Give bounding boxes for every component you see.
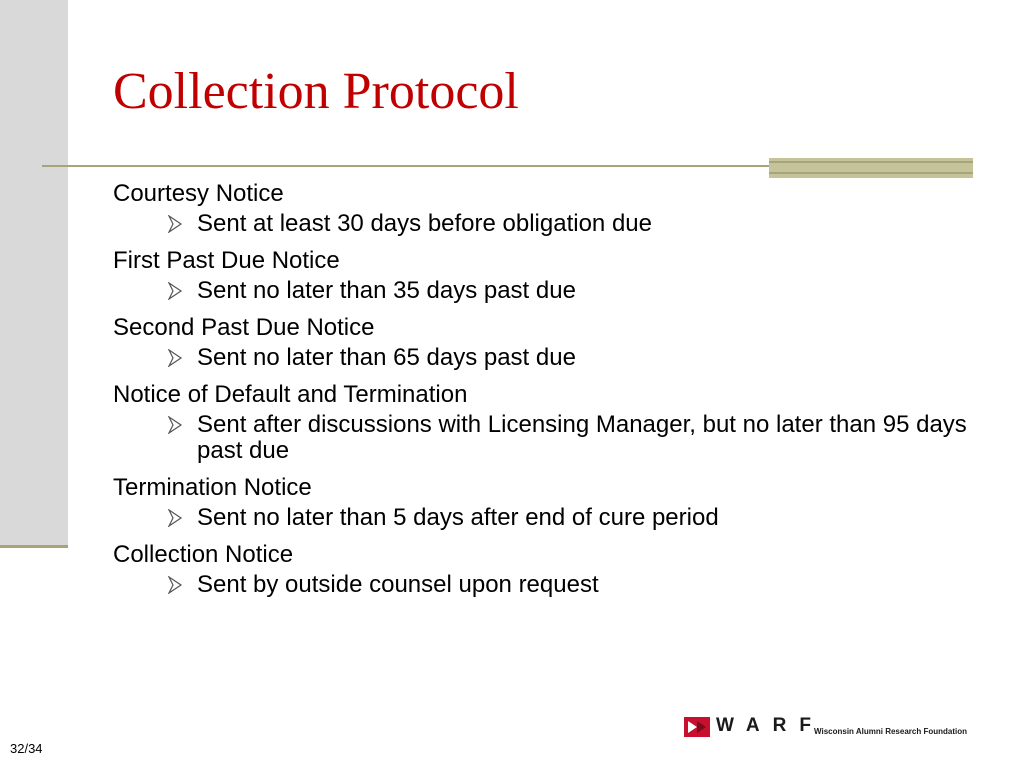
arrow-bullet-icon (167, 349, 183, 367)
left-sidebar-band (0, 0, 68, 545)
arrow-bullet-icon (167, 282, 183, 300)
arrow-bullet-icon (167, 416, 183, 434)
item-detail-text: Sent no later than 65 days past due (197, 344, 576, 371)
list-item (113, 179, 973, 237)
list-item (113, 540, 973, 598)
item-heading: Collection Notice (113, 541, 294, 568)
item-detail-text: Sent after discussions with Licensing Manager, but no later than 95 days past due (197, 411, 967, 464)
item-detail (113, 211, 973, 237)
item-detail-text: Sent no later than 5 days after end of cure period (197, 504, 719, 531)
logo-letters: WARF (716, 715, 824, 736)
item-heading: Second Past Due Notice (113, 314, 375, 341)
item-heading: First Past Due Notice (113, 247, 340, 274)
list-item (113, 380, 973, 464)
item-detail (113, 278, 973, 304)
title-rule (42, 165, 769, 167)
item-detail (113, 505, 973, 531)
warf-logo-icon (684, 717, 710, 737)
item-detail (113, 412, 973, 464)
item-detail (113, 572, 973, 598)
slide-content (113, 179, 973, 607)
item-heading: Termination Notice (113, 474, 312, 501)
list-item (113, 313, 973, 371)
arrow-bullet-icon (167, 576, 183, 594)
item-detail (113, 345, 973, 371)
logo-subtitle: Wisconsin Alumni Research Foundation (814, 727, 967, 736)
list-item (113, 473, 973, 531)
accent-line-top (769, 161, 973, 163)
item-heading: Notice of Default and Termination (113, 381, 468, 408)
arrow-bullet-icon (167, 509, 183, 527)
accent-line-bottom (769, 172, 973, 174)
page-number: 32/34 (10, 741, 43, 756)
arrow-bullet-icon (167, 215, 183, 233)
item-detail-text: Sent by outside counsel upon request (197, 571, 599, 598)
slide-title: Collection Protocol (113, 63, 519, 120)
item-detail-text: Sent no later than 35 days past due (197, 277, 576, 304)
list-item (113, 246, 973, 304)
item-heading: Courtesy Notice (113, 180, 284, 207)
item-detail-text: Sent at least 30 days before obligation due (197, 210, 652, 237)
sidebar-rule (0, 545, 68, 548)
